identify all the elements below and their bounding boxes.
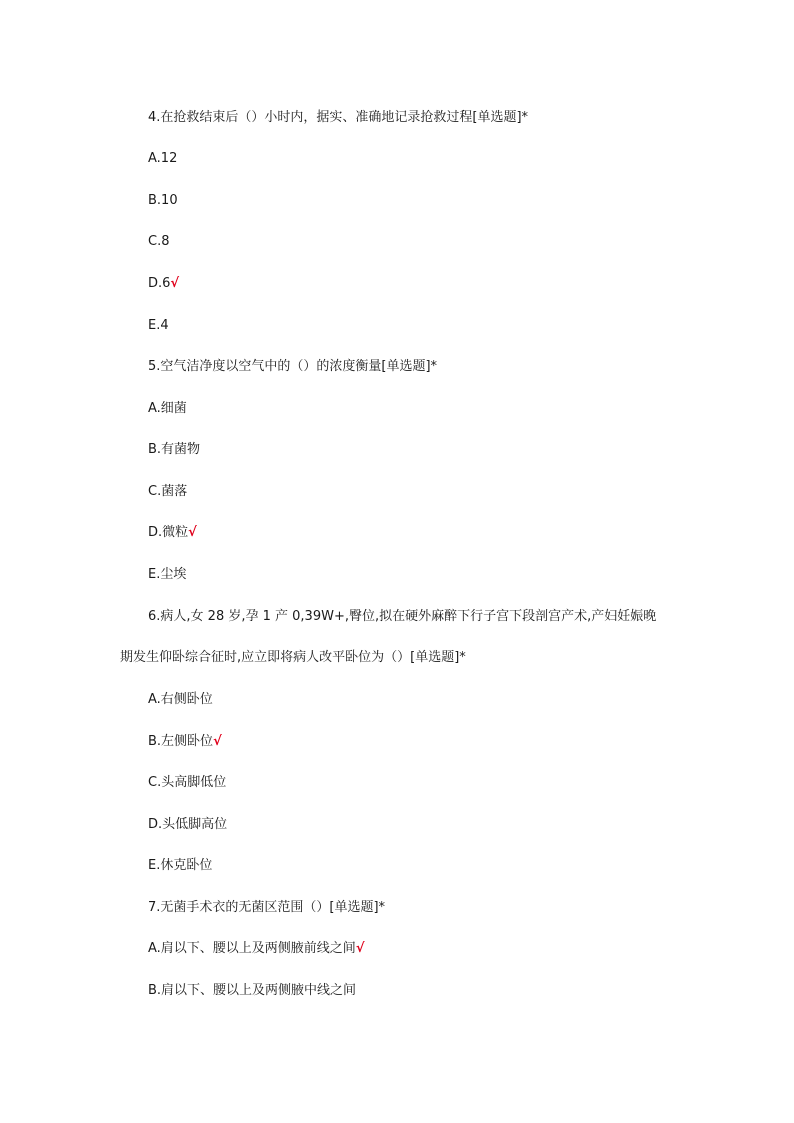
question-4-option-a: A.12 — [148, 151, 178, 166]
question-6-option-a: A.右侧卧位 — [148, 692, 213, 707]
question-5-option-a: A.细菌 — [148, 401, 187, 416]
question-5-option-b: B.有菌物 — [148, 442, 201, 457]
option-text: A.肩以下、腰以上及两侧腋前线之间 — [148, 941, 356, 956]
question-6-option-b — [148, 733, 222, 751]
question-6-stem-line-2: 期发生仰卧综合征时,应立即将病人改平卧位为（）[单选题]* — [120, 650, 466, 665]
question-6-option-d: D.头低脚高位 — [148, 817, 228, 832]
question-7-option-a — [148, 940, 364, 958]
option-text: D.6 — [148, 276, 171, 291]
correct-check-icon: √ — [213, 734, 222, 749]
question-4-option-d — [148, 275, 179, 293]
question-6-stem-line-1: 6.病人,女 28 岁,孕 1 产 0,39W+,臀位,拟在硬外麻醉下行子宫下段剖宫产术,产妇妊娠晚 — [148, 609, 657, 624]
question-5-stem: 5.空气洁净度以空气中的（）的浓度衡量[单选题]* — [148, 359, 438, 374]
question-5-option-c: C.菌落 — [148, 484, 188, 499]
question-7-stem: 7.无菌手术衣的无菌区范围（）[单选题]* — [148, 900, 386, 915]
correct-check-icon: √ — [355, 941, 365, 956]
correct-check-icon: √ — [188, 525, 197, 540]
question-5-option-e: E.尘埃 — [148, 567, 187, 582]
question-6-option-c: C.头高脚低位 — [148, 775, 227, 790]
question-4-option-c: C.8 — [148, 234, 170, 249]
question-7-option-b: B.肩以下、腰以上及两侧腋中线之间 — [148, 983, 357, 998]
question-4-option-e: E.4 — [148, 318, 169, 333]
correct-check-icon: √ — [170, 276, 180, 291]
option-text: D.微粒 — [148, 525, 189, 540]
question-4-stem: 4.在抢救结束后（）小时内，据实、准确地记录抢救过程[单选题]* — [148, 110, 529, 125]
question-5-option-d — [148, 524, 197, 542]
option-text: B.左侧卧位 — [148, 734, 214, 749]
question-6-option-e: E.休克卧位 — [148, 858, 213, 873]
question-4-option-b: B.10 — [148, 193, 178, 208]
